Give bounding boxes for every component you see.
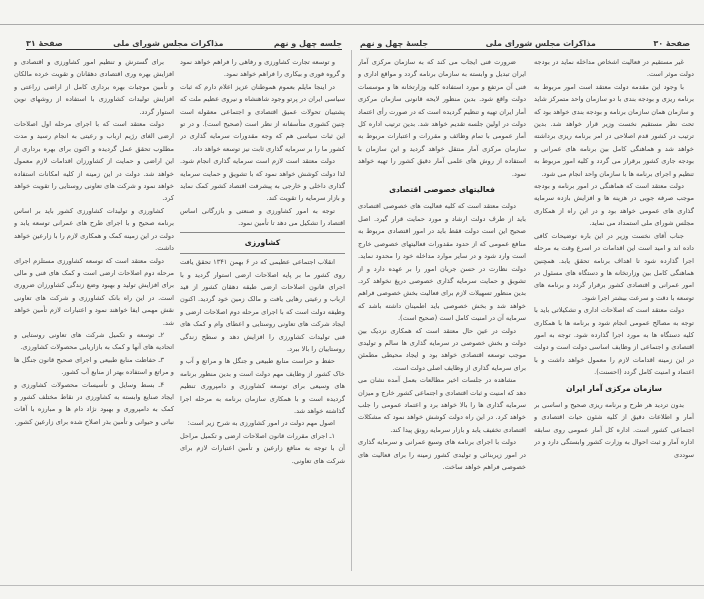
scan-edge-line — [0, 24, 704, 25]
section-heading: کشاورزی — [244, 237, 281, 247]
paragraph: توجه به امور کشاورزی و صنعتی و بازرگانی اساس اقتصاد را تشکیل می دهد تا تأمین نمود. — [180, 206, 345, 228]
column-right-outer — [534, 56, 694, 576]
paragraph: اصول مهم دولت در امور کشاورزی به شرح زیر است: — [187, 419, 335, 428]
page-header-left — [26, 34, 342, 50]
paragraph: دولت معتقد است که اصلاحات اداری و تشکیلاتی باید با توجه به مصالح عمومی انجام شود و برنامه ها با همکاری کلیه دستگاه ها به مورد اجرا گذارده شود. توجه به امور اقتصادی و اجتماعی از وظایف اساسی دولت است و دولت در این زمینه اقدامات لازم را معمول خواهد داشت و با اعتماد و امنیت کامل گردد (احسنت). — [534, 306, 694, 377]
page-header-right — [360, 34, 690, 50]
page-number: صفحهٔ ۳۰ — [653, 39, 690, 48]
paragraph: دولت معتقد است که توسعه کشاورزی مستلزم اجرای مرحله دوم اصلاحات ارضی است و کمک های فنی و مالی برای افزایش تولید و بهبود وضع زندگی کشاورزان ضروری است. در این راه بانک کشاورزی و شرکت های تعاونی نقش مهمی ایفا خواهند نمود و اعتبارات لازم تأمین خواهد شد. — [14, 256, 174, 327]
paragraph: و توسعه تجارت کشاورزی و رفاهی را فراهم خواهد نمود و گروه فوری و بیکاری را فراهم خواهد نمود. — [180, 58, 345, 79]
paragraph: انقلاب اجتماعی عظیمی که در ۶ بهمن ۱۳۴۱ تحقق یافت روی کشور ما بر پایه اصلاحات ارضی استوار گردید و با اجرای قانون اصلاحات ارضی طبقه دهقان کشور از قید ارباب و رعیتی رهایی یافت و مالک زمین خود گردید. اکنون وظیفه دولت است که با اجرای مرحله دوم اصلاحات ارضی و ایجاد شرکت های تعاونی روستایی و اعطای وام و کمک های فنی تولیدات کشاورزی را افزایش دهد و سطح زندگی روستاییان را بالا ببرد. — [180, 258, 345, 353]
page-number: صفحهٔ ۳۱ — [26, 39, 63, 48]
header-title: مذاکرات مجلس شورای ملی — [113, 39, 224, 48]
paragraph: دولت با اجرای برنامه های وسیع عمرانی و سرمایه گذاری در امور زیربنائی و تولیدی کشور زمینه را برای فعالیت های خصوصی فراهم خواهد ساخت. — [358, 438, 526, 471]
section-rule — [180, 232, 345, 233]
paragraph: ۴ـ بسط وسایل و تأسیسات محصولات کشاورزی و ایجاد صنایع وابسته به کشاورزی در نقاط مختلف کشور و کمک به دامپروری و بهبود نژاد دام ها و مبارزه با آفات نباتی و حیوانی و تأمین بذر اصلاح شده برای زارعین کشور. — [14, 380, 174, 426]
column-left-outer — [14, 56, 174, 576]
paragraph: دولت در عین حال معتقد است که همکاری نزدیک بین دولت و بخش خصوصی در سرمایه گذاری ها سالم و تولیدی موجب توسعه اقتصادی خواهد بود و ایجاد محیطی مطمئن برای سرمایه گذاری از وظایف اصلی دولت است. — [358, 326, 526, 372]
session-label: جلسهٔ چهل و نهم — [360, 39, 429, 48]
scan-edge-line — [0, 585, 704, 586]
paragraph: دولت معتقد است که با اجرای مرحله اول اصلاحات ارضی الغای رژیم ارباب و رعیتی به انجام رسید و مدت مطلوب تحقق عمل گردیده و اکنون برای بهره برداری از این اراضی و حمایت از کشاورزان اقدامات لازم معمول خواهد شد. دولت در این زمینه از کلیه امکانات استفاده خواهد نمود و شرکت های تعاونی روستایی را تقویت خواهد کرد. — [14, 120, 174, 203]
paragraph: با وجود این مقدمه دولت معتقد است امور مربوط به برنامه ریزی و بودجه بندی با دو سازمان واحد متمرکز شاید و سازمان همان سازمان برنامه و بودجه بندی خواهد بود که تحت نظر مستقیم نخست وزیر قرار خواهد شد. بدین ترتیب در کشور قدم اصلاحی در امر برنامه ریزی برداشته خواهد شد و هماهنگی کامل بین برنامه های عمرانی و بودجه جاری کشور برقرار می گردد و کلیه امور مربوط به تنظیم و اجرای برنامه ها با سازمان واحد انجام می شود. — [534, 82, 694, 178]
paragraph: ۲ـ توسعه و تکمیل شرکت های تعاونی روستایی و اتحادیه های آنها و کمک به بازاریابی محصولات کشاورزی. — [14, 330, 174, 352]
section-rule — [180, 253, 345, 254]
column-right-inner — [358, 56, 526, 576]
column-left-inner — [180, 56, 345, 576]
paragraph: حفظ و حراست منابع طبیعی و جنگل ها و مراتع و آب و خاک کشور از وظایف مهم دولت است و بدین منظور برنامه های وسیعی برای توسعه کشاورزی و دامپروری تنظیم گردیده است و با همکاری سازمان برنامه به مرحله اجرا گذاشته خواهد شد. — [180, 357, 345, 415]
paragraph: کشاورزی و تولیدات کشاورزی کشور باید بر اساس برنامه صحیح و با اجرای طرح های عمرانی توسعه یابد و دولت در این زمینه کمک و همکاری لازم را با زارعین خواهد داشت. — [14, 206, 174, 253]
paragraph: جناب آقای نخست وزیر در این باره توضیحات کافی داده اند و امید است این اقدامات در اسرع وقت به مرحله اجرا گذارده شود تا اهداف برنامه تحقق یابد. همچنین هماهنگی کامل بین وزارتخانه ها و دستگاه های مسئول در امور عمرانی و اقتصادی کشور برقرار گردد و برنامه های توسعه با دقت و سرعت بیشتر اجرا شود. — [534, 231, 694, 302]
section-heading: فعالیتهای خصوصی اقتصادی — [389, 185, 495, 195]
paragraph: دولت معتقد است لازم است سرمایه گذاری انجام شود. لذا دولت کوشش خواهد نمود که با تشویق و حمایت سرمایه گذاری داخلی و خارجی به پیشرفت اقتصاد کشور کمک نماید و بازار سرمایه را تقویت کند. — [180, 157, 345, 203]
paragraph: برای گسترش و تنظیم امور کشاورزی و اقتصادی و افزایش بهره وری اقتصادی دهقانان و تقویت خرده مالکان و تأمین موجبات بهره برداری کامل از اراضی زراعتی و افزایش تولیدات کشاورزی با استفاده از روشهای نوین استوار گردد. — [14, 58, 174, 116]
page-fold-divider — [351, 50, 352, 571]
section-heading: سازمان مرکزی آمار ایران — [566, 383, 662, 393]
paragraph: بدون تردید هر طرح و برنامه ریزی صحیح و اساسی بر آمار و اطلاعات دقیق از کلیه شئون حیات اقتصادی و اجتماعی کشور است. اداره کل آمار عمومی روی سابقه اداره آمار و ثبت احوال به وزارت کشور وابستگی دارد و در سوددی — [534, 400, 694, 459]
paragraph: ۳ـ حفاظت منابع طبیعی و اجرای صحیح قانون جنگل ها و مراتع و استفاده بهتر از منابع آب کشور. — [14, 355, 174, 377]
session-label: جلسه چهل و نهم — [273, 39, 342, 48]
paragraph: دولت معتقد است که کلیه فعالیت های خصوصی اقتصادی باید از طرف دولت ارشاد و مورد حمایت قرار گیرد. اصل صحیح این است دولت فقط باید در امور اقتصادی مربوط به منافع عمومی که از حدود مقدورات فعالیتهای خصوصی خارج است وارد شود و در سایر موارد مداخله خود را محدود نماید. دولت نظارت در حسن جریان امور را بر عهده دارد و از تشویق و حمایت سرمایه گذاری خصوصی دریغ نخواهد کرد. بدین منظور تسهیلات لازم برای فعالیت بخش خصوصی فراهم خواهد شد و بخش خصوصی باید اطمینان داشته باشد که سرمایه آن در امنیت کامل است (صحیح است). — [358, 202, 526, 323]
paragraph: ضرورت فنی ایجاب می کند که به سازمان مرکزی آمار ایران تبدیل و وابسته به سازمان برنامه گردد و مواقع اداری و فنی آن مرتفع و مورد استفاده کلیه وزارتخانه ها و موسسات دولت واقع شود. بدین منظور لایحه قانونی سازمان مرکزی آمار ایران تهیه و تنظیم گردیده است که در صورت رأی اعتماد دولت در اولین جلسه تقدیم خواهد شد. بدین ترتیب اداره کل آمار عمومی با تمام وظائف و مقررات و اعتبارات مربوط به سازمان مرکزی آمار منتقل خواهد گردید و این سازمان با استفاده از روش های علمی آمار دقیق کشور را تهیه خواهد نمود. — [358, 58, 526, 178]
paragraph: غیر مستقیم در فعالیت اشخاص مداخله نماید در بودجه دولت موثر است. — [534, 58, 694, 79]
paragraph: در اینجا مایلم بعموم هموطنان عزیز اعلام دارم که ثبات سیاسی ایران در پرتو وجود شاهنشاه و نیروی عظیم ملت که پشتیبان تحولات عمیق اقتصادی و اجتماعی معقوله است چنین کشوری متأسفانه از نظر است (صحیح است). و در تو این ثبات سیاسی هم که وجه مقدورات سرمایه گذاری در کشور ما را بر سرمایه گذاری ثابت نیز توسعه خواهد داد. — [180, 82, 345, 153]
paragraph: مشاهده در جلسات اخیر مطالعات بعمل آمده نشان می دهد که امنیت و ثبات اقتصادی و اجتماعی کشور خارج و میزان سرمایه گذاری ها را بالا خواهد برد و اعتماد عمومی را جلب خواهد کرد. در این راه دولت کوشش خواهد نمود که مشکلات اقتصادی تخفیف یابد و بازار سرمایه رونق پیدا کند. — [358, 376, 526, 434]
paragraph: دولت معتقد است که هماهنگی در امور برنامه و بودجه موجب صرفه جویی در هزینه ها و افزایش بازده سرمایه گذاری های عمومی خواهد بود و در این راه از همکاری مجلس شورای ملی استمداد می نماید. — [534, 182, 694, 228]
header-title: مذاکرات مجلس شورای ملی — [485, 39, 596, 48]
paragraph: ۱ـ اجرای مقررات قانون اصلاحات ارضی و تکمیل مراحل آن با توجه به منافع زارعین و تأمین اعتبارات لازم برای شرکت های تعاونی. — [180, 431, 345, 465]
